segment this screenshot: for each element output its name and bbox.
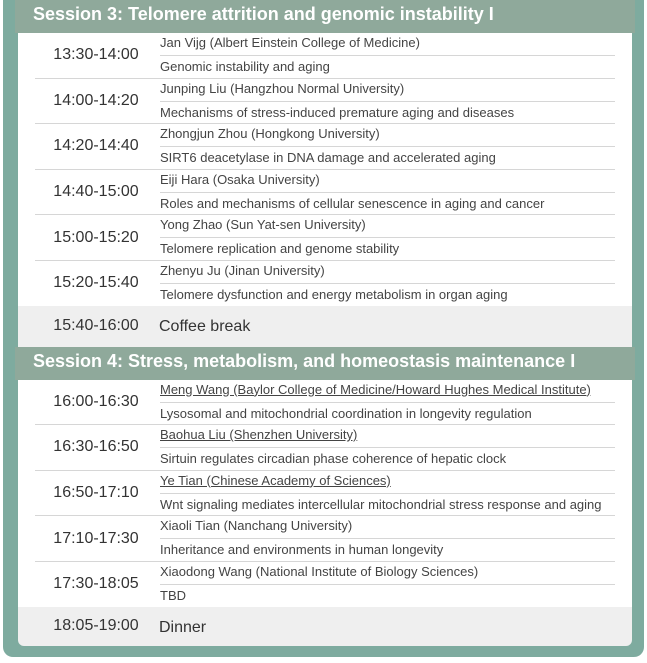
talk-speaker: Jan Vijg (Albert Einstein College of Medicine) xyxy=(160,34,615,56)
talk-time: 15:00-15:20 xyxy=(53,228,139,246)
talk-speaker: Xiaoli Tian (Nanchang University) xyxy=(160,517,615,539)
talk-time: 15:20-15:40 xyxy=(53,274,139,292)
session-talks xyxy=(18,33,632,306)
talk-row xyxy=(35,471,615,517)
talk-title: Mechanisms of stress-induced premature aging and diseases xyxy=(160,104,515,120)
talk-speaker: Meng Wang (Baylor College of Medicine/Howard Hughes Medical Institute) xyxy=(160,381,615,403)
talk-speaker: Junping Liu (Hangzhou Normal University) xyxy=(160,80,615,102)
talk-speaker: Ye Tian (Chinese Academy of Sciences) xyxy=(160,472,615,494)
talk-speaker: Zhongjun Zhou (Hongkong University) xyxy=(160,125,615,147)
talk-time: 17:10-17:30 xyxy=(53,529,139,547)
talk-time: 14:20-14:40 xyxy=(53,137,139,155)
talk-time: 16:00-16:30 xyxy=(53,392,139,410)
break-row xyxy=(18,607,632,646)
talk-title: TBD xyxy=(160,587,186,603)
talk-title: Lysosomal and mitochondrial coordination in longevity regulation xyxy=(160,405,532,421)
talk-row xyxy=(35,170,615,216)
talk-speaker: Baohua Liu (Shenzhen University) xyxy=(160,426,615,448)
talk-row xyxy=(35,425,615,471)
break-label: Coffee break xyxy=(159,317,251,335)
talk-row xyxy=(35,215,615,261)
talk-row xyxy=(35,562,615,607)
talk-speaker: Zhenyu Ju (Jinan University) xyxy=(160,262,615,284)
break-time: 15:40-16:00 xyxy=(53,317,139,335)
talk-title: Roles and mechanisms of cellular senescence in aging and cancer xyxy=(160,195,545,211)
session-header: Session 3: Telomere attrition and genomic instability I xyxy=(15,0,635,33)
talk-time: 16:50-17:10 xyxy=(53,484,139,502)
talk-speaker: Yong Zhao (Sun Yat-sen University) xyxy=(160,216,615,238)
break-row xyxy=(18,306,632,347)
talk-row xyxy=(35,261,615,306)
talk-row xyxy=(35,380,615,426)
talk-speaker: Xiaodong Wang (National Institute of Biology Sciences) xyxy=(160,563,615,585)
session-header: Session 4: Stress, metabolism, and homeostasis maintenance I xyxy=(15,347,635,380)
talk-row xyxy=(35,516,615,562)
talk-row xyxy=(35,124,615,170)
talk-time: 17:30-18:05 xyxy=(53,575,139,593)
talk-speaker: Eiji Hara (Osaka University) xyxy=(160,171,615,193)
session-talks xyxy=(18,380,632,607)
break-time: 18:05-19:00 xyxy=(53,617,139,635)
talk-row xyxy=(35,33,615,79)
talk-title: Telomere replication and genome stability xyxy=(160,241,400,257)
talk-title: Wnt signaling mediates intercellular mitochondrial stress response and aging xyxy=(160,496,602,512)
program-schedule xyxy=(18,0,632,646)
talk-title: SIRT6 deacetylase in DNA damage and accelerated aging xyxy=(160,150,496,166)
talk-title: Sirtuin regulates circadian phase coherence of hepatic clock xyxy=(160,451,507,467)
talk-title: Telomere dysfunction and energy metabolism in organ aging xyxy=(160,286,508,302)
break-label: Dinner xyxy=(159,618,207,636)
talk-time: 14:40-15:00 xyxy=(53,183,139,201)
talk-row xyxy=(35,79,615,125)
talk-time: 16:30-16:50 xyxy=(53,438,139,456)
talk-time: 14:00-14:20 xyxy=(53,91,139,109)
talk-title: Genomic instability and aging xyxy=(160,59,330,74)
talk-time: 13:30-14:00 xyxy=(53,46,139,64)
talk-title: Inheritance and environments in human longevity xyxy=(160,542,444,558)
